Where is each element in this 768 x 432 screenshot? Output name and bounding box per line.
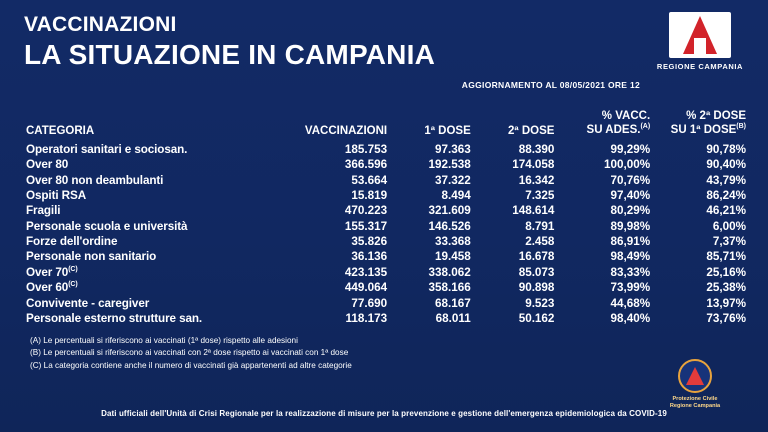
table-row [26, 280, 746, 295]
column-header-perc-vacc-line1: % VACC. [601, 110, 651, 122]
cell-perc-vacc: 89,98% [610, 219, 651, 233]
cell-perc-vacc: 73,99% [610, 281, 651, 295]
footnote-line: (C) La categoria contiene anche il numero di vaccinati già appartenenti ad altre categorie [30, 360, 352, 370]
column-header-perc-vacc-line2 [554, 123, 650, 137]
table-header [26, 110, 746, 142]
cell-perc-dose2: 90,40% [706, 158, 746, 172]
cell-categoria: Ospiti RSA [26, 188, 87, 202]
footnote-marker-a: (A) [640, 122, 651, 130]
table-row [26, 157, 746, 172]
footnote-marker-b: (B) [736, 122, 746, 130]
cell-vaccinazioni: 53.664 [351, 173, 388, 187]
table-row [26, 311, 746, 326]
cell-categoria: Over 80 non deambulanti [26, 173, 164, 187]
cell-perc-dose2: 7,37% [712, 235, 746, 249]
cell-dose2: 90.898 [518, 281, 555, 295]
cell-perc-vacc: 70,76% [610, 173, 651, 187]
logo-caption: REGIONE CAMPANIA [656, 62, 744, 71]
triangle-shape [686, 367, 704, 385]
cell-categoria: Forze dell'ordine [26, 235, 118, 249]
cell-vaccinazioni: 366.596 [344, 158, 388, 172]
cell-dose2: 8.791 [525, 219, 555, 233]
vaccination-table-wrapper [0, 100, 768, 326]
cell-perc-dose2: 86,24% [706, 188, 746, 202]
cell-vaccinazioni: 470.223 [344, 204, 388, 218]
cell-perc-vacc: 98,49% [610, 250, 651, 264]
cell-dose1: 33.368 [435, 235, 471, 249]
cell-dose1: 19.458 [435, 250, 471, 264]
column-header-dose2: 2ª DOSE [507, 124, 555, 137]
cell-perc-dose2: 6,00% [712, 219, 746, 233]
vaccination-table [26, 110, 746, 326]
cell-vaccinazioni: 15.819 [351, 188, 388, 202]
table-row [26, 218, 746, 233]
cell-perc-dose2: 46,21% [706, 204, 746, 218]
cell-perc-vacc: 97,40% [610, 188, 651, 202]
cell-dose2: 16.678 [518, 250, 555, 264]
cell-categoria: Fragili [26, 204, 61, 218]
cell-dose1: 68.167 [435, 296, 471, 310]
cell-vaccinazioni: 77.690 [351, 296, 388, 310]
cell-perc-vacc: 44,68% [610, 296, 651, 310]
cell-perc-vacc: 99,29% [610, 142, 651, 156]
cell-dose1: 358.166 [428, 281, 471, 295]
cell-dose1: 97.363 [435, 142, 471, 156]
cell-perc-dose2: 73,76% [706, 311, 746, 325]
cell-vaccinazioni: 36.136 [351, 250, 388, 264]
regione-campania-logo [654, 12, 746, 71]
column-header-perc-dose2-line2 [650, 123, 746, 137]
cell-dose2: 2.458 [525, 235, 555, 249]
cell-dose2: 50.162 [518, 311, 555, 325]
cell-categoria: Personale non sanitario [26, 250, 157, 264]
cell-vaccinazioni: 118.173 [345, 311, 388, 325]
cell-dose1: 321.609 [428, 204, 471, 218]
cell-dose2: 174.058 [512, 158, 555, 172]
table-row [26, 142, 746, 157]
cell-perc-vacc: 80,29% [610, 204, 651, 218]
cell-categoria: Over 80 [26, 158, 69, 172]
protezione-civile-caption-line: Protezione Civile [672, 396, 718, 403]
column-header-perc-vacc-line2-text: SU ADES. [586, 123, 641, 136]
cell-dose1: 37.322 [435, 173, 471, 187]
table-header-row [26, 110, 746, 142]
cell-perc-dose2: 90,78% [706, 142, 746, 156]
shield-icon [669, 12, 731, 58]
column-header-categoria: CATEGORIA [26, 124, 95, 137]
footnote-line: (A) Le percentuali si riferiscono ai vaccinati (1ª dose) rispetto alle adesioni [30, 336, 298, 346]
shield-white-shape [694, 38, 706, 58]
cell-perc-vacc: 86,91% [610, 235, 651, 249]
cell-categoria: Operatori sanitari e sociosan. [26, 142, 188, 156]
table-row [26, 188, 746, 203]
cell-dose2: 148.614 [512, 204, 555, 218]
cell-dose2: 9.523 [525, 296, 555, 310]
column-header-perc-dose2 [650, 110, 746, 142]
cell-dose2: 85.073 [518, 265, 555, 279]
cell-categoria: Personale scuola e università [26, 219, 188, 233]
cell-perc-dose2: 43,79% [706, 173, 746, 187]
table-row [26, 172, 746, 187]
page-title-small: VACCINAZIONI [24, 13, 177, 36]
update-timestamp: AGGIORNAMENTO AL 08/05/2021 ORE 12 [461, 80, 640, 90]
cell-perc-dose2: 13,97% [706, 296, 746, 310]
cell-vaccinazioni: 423.135 [344, 265, 388, 279]
table-row [26, 265, 746, 280]
cell-categoria: Personale esterno strutture san. [26, 311, 203, 325]
cell-dose1: 68.011 [435, 311, 471, 325]
cell-vaccinazioni: 449.064 [344, 281, 388, 295]
cell-dose1: 338.062 [428, 265, 471, 279]
table-body [26, 142, 746, 327]
cell-categoria: Over $70^{(C)}$ [26, 265, 78, 279]
cell-dose2: 7.325 [525, 188, 555, 202]
page-title-main: LA SITUAZIONE IN CAMPANIA [24, 38, 435, 70]
cell-perc-vacc: 83,33% [610, 265, 651, 279]
table-row [26, 295, 746, 310]
cell-dose1: 8.494 [441, 188, 471, 202]
cell-vaccinazioni: 155.317 [344, 219, 388, 233]
protezione-civile-caption [656, 396, 734, 410]
cell-perc-dose2: 85,71% [706, 250, 746, 264]
cell-categoria: Convivente - caregiver [26, 296, 150, 310]
column-header-perc-dose2-line1: % 2ª DOSE [686, 110, 746, 122]
cell-perc-vacc: 100,00% [604, 158, 651, 172]
footnote-line: (B) Le percentuali si riferiscono ai vaccinati con 2ª dose rispetto ai vaccinati con 1ª dose [30, 348, 349, 358]
footnote-marker-c: (C) [68, 265, 78, 273]
cell-dose1: 146.526 [428, 219, 471, 233]
table-row [26, 249, 746, 264]
cell-perc-dose2: 25,38% [706, 281, 746, 295]
footnote-marker-c: (C) [68, 281, 78, 289]
table-row [26, 234, 746, 249]
cell-dose1: 192.538 [428, 158, 471, 172]
column-header-dose1: 1ª DOSE [424, 124, 471, 137]
column-header-perc-dose2-line2-text: SU 1ª DOSE [670, 123, 737, 136]
protezione-civile-logo [656, 359, 734, 410]
protezione-civile-icon [678, 359, 712, 393]
cell-vaccinazioni: 35.826 [351, 235, 388, 249]
table-row [26, 203, 746, 218]
footer-note: Dati ufficiali dell'Unità di Crisi Regionale per la realizzazione di misure per la prevenzione e gestione dell'emergenza epidemiologica da COVID-19 [101, 409, 667, 418]
cell-perc-vacc: 98,40% [610, 311, 651, 325]
cell-dose2: 16.342 [518, 173, 555, 187]
column-header-vaccinazioni: VACCINAZIONI [304, 124, 388, 137]
cell-vaccinazioni: 185.753 [344, 142, 388, 156]
column-header-perc-vacc [554, 110, 650, 142]
cell-dose2: 88.390 [518, 142, 555, 156]
cell-categoria: Over $60^{(C)}$ [26, 281, 78, 295]
protezione-civile-caption-line: Regione Campania [669, 403, 721, 410]
cell-perc-dose2: 25,16% [706, 265, 746, 279]
header [0, 0, 768, 100]
